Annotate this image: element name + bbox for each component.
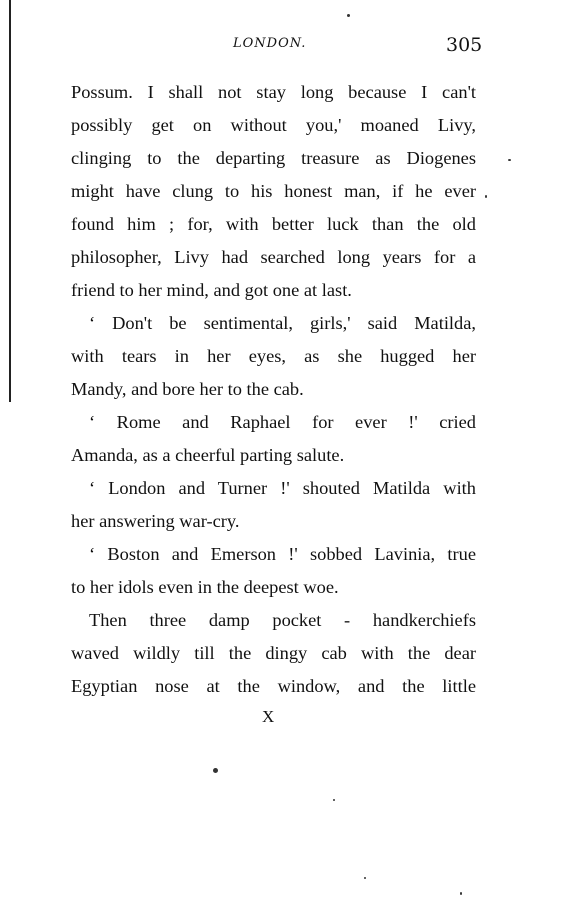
text-line: her answering war-cry. xyxy=(71,511,240,531)
ink-speck xyxy=(460,892,462,895)
text-line: Mandy, and bore her to the cab. xyxy=(71,379,304,399)
gutter-line xyxy=(9,0,11,402)
text-line: ‘ Don't be sentimental, girls,' said Matilda, xyxy=(89,313,476,333)
signature-mark: X xyxy=(262,707,275,726)
ink-speck xyxy=(213,768,218,773)
ink-speck xyxy=(508,159,511,161)
ink-speck xyxy=(364,877,366,879)
text-line: ‘ London and Turner !' shouted Matilda with xyxy=(89,478,476,498)
text-line: with tears in her eyes, as she hugged her xyxy=(71,346,476,366)
text-line: clinging to the departing treasure as Diogenes xyxy=(71,148,476,168)
text-line: Amanda, as a cheerful parting salute. xyxy=(71,445,345,465)
text-line: Egyptian nose at the window, and the little xyxy=(71,676,476,696)
text-line: found him ; for, with better luck than the old xyxy=(71,214,476,234)
text-line: Then three damp pocket - handkerchiefs xyxy=(89,610,476,630)
text-line: ‘ Boston and Emerson !' sobbed Lavinia, true xyxy=(89,544,476,564)
page-number: 305 xyxy=(446,34,483,56)
text-line: waved wildly till the dingy cab with the dear xyxy=(71,643,476,663)
text-line: friend to her mind, and got one at last. xyxy=(71,280,352,300)
text-line: philosopher, Livy had searched long years for a xyxy=(71,247,476,267)
ink-speck xyxy=(347,14,350,17)
text-line: to her idols even in the deepest woe. xyxy=(71,577,339,597)
ink-speck xyxy=(333,799,335,801)
text-line: might have clung to his honest man, if he ever xyxy=(71,181,476,201)
text-line: possibly get on without you,' moaned Livy, xyxy=(71,115,476,135)
text-line: Possum. I shall not stay long because I can't xyxy=(71,82,476,102)
page-body xyxy=(71,76,476,703)
text-line: ‘ Rome and Raphael for ever !' cried xyxy=(89,412,476,432)
ink-speck xyxy=(485,195,487,198)
running-header: LONDON. xyxy=(233,36,307,51)
